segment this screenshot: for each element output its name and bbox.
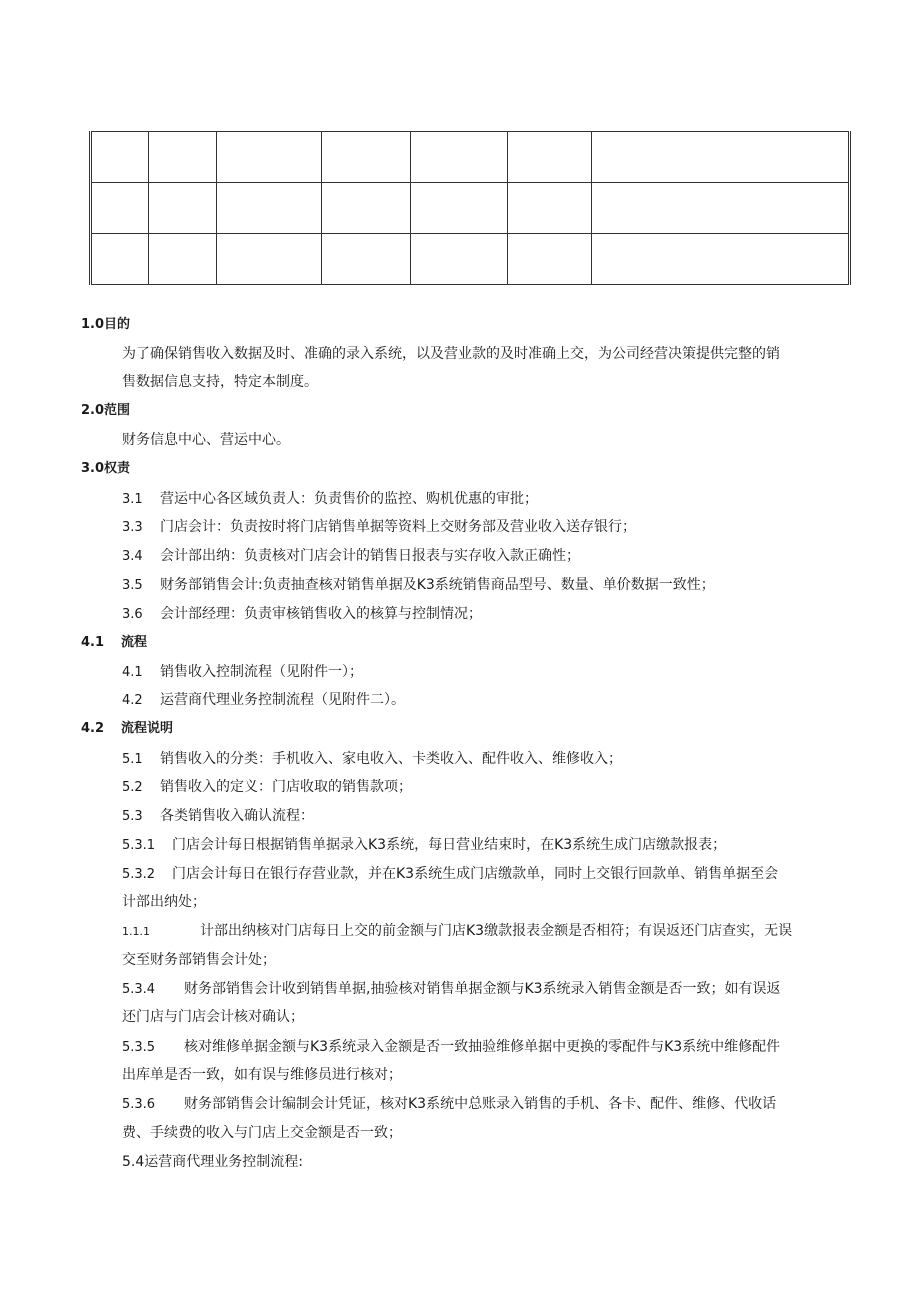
list-item	[122, 806, 314, 827]
paragraph-continuation: 出库单是否一致，如有误与维修员进行核对；	[122, 1067, 402, 1083]
item-number: 5.3	[122, 809, 143, 824]
paragraph-continuation: 交至财务部销售会计处；	[122, 952, 276, 968]
purpose-text-line-2: 售数据信息支持，特定本制度。	[122, 374, 318, 390]
paragraph-text: 计部出纳核对门店每日上交的前金额与门店K3缴款报表金额是否相符；有误返还门店查实，无误	[200, 923, 793, 939]
paragraph-text: 财务部销售会计编制会计凭证，核对K3系统中总账录入销售的手机、各卡、配件、维修、代收话	[184, 1096, 777, 1112]
table-cell	[592, 234, 850, 285]
paragraph-5-4: 5.4运营商代理业务控制流程:	[122, 1154, 303, 1170]
table-cell	[322, 183, 411, 234]
table-cell	[508, 234, 592, 285]
heading-number: 4.2	[81, 721, 105, 736]
heading-number: 4.1	[81, 635, 105, 650]
list-item	[122, 662, 363, 683]
scope-text: 财务信息中心、营运中心。	[122, 432, 290, 448]
paragraph-1-1-1	[122, 921, 792, 942]
item-number: 4.1	[122, 665, 143, 680]
table-cell	[592, 132, 850, 183]
list-item	[122, 777, 412, 798]
heading-text: 流程说明	[121, 721, 174, 736]
item-number: 3.6	[122, 607, 143, 622]
list-item	[122, 489, 538, 510]
item-text: 销售收入的分类：手机收入、家电收入、卡类收入、配件收入、维修收入；	[160, 751, 622, 767]
item-number: 3.4	[122, 549, 143, 564]
list-item	[122, 604, 482, 625]
item-text: 门店会计：负责按时将门店销售单据等资料上交财务部及营业收入送存银行；	[160, 519, 636, 535]
table-cell	[592, 183, 850, 234]
paragraph-number: 5.3.4	[122, 982, 156, 997]
list-item	[122, 749, 622, 770]
purpose-text-line-1: 为了确保销售收入数据及时、准确的录入系统，以及营业款的及时准确上交，为公司经营决策提供完整的销	[122, 346, 780, 362]
paragraph-text: 门店会计每日在银行存营业款，并在K3系统生成门店缴款单，同时上交银行回款单、销售单据至会	[172, 866, 779, 882]
table-cell	[322, 132, 411, 183]
table-cell	[217, 234, 322, 285]
table-cell	[411, 132, 508, 183]
table-cell	[91, 234, 149, 285]
paragraph-number: 1.1.1	[122, 925, 150, 938]
list-item	[122, 575, 715, 596]
item-text: 财务部销售会计:负责抽查核对销售单据及K3系统销售商品型号、数量、单价数据一致性；	[160, 577, 715, 593]
list-item	[122, 690, 405, 711]
item-number: 5.2	[122, 780, 143, 795]
item-text: 各类销售收入确认流程：	[160, 808, 314, 824]
paragraph-continuation: 计部出纳处；	[122, 894, 206, 910]
heading-text: 流程	[121, 635, 148, 650]
section-heading-process	[81, 633, 147, 653]
item-number: 4.2	[122, 693, 143, 708]
paragraph-text: 核对维修单据金额与K3系统录入金额是否一致抽验维修单据中更换的零配件与K3系统中维修配件	[184, 1039, 781, 1055]
paragraph-number: 5.3.2	[122, 867, 156, 882]
table-cell	[508, 132, 592, 183]
item-number: 3.3	[122, 520, 143, 535]
paragraph-5-3-4	[122, 979, 781, 1000]
item-text: 销售收入的定义：门店收取的销售款项；	[160, 779, 412, 795]
list-item	[122, 517, 636, 538]
table-cell	[411, 183, 508, 234]
paragraph-5-3-5	[122, 1037, 780, 1058]
paragraph-5-3-1	[122, 835, 726, 856]
table-cell	[91, 183, 149, 234]
item-text: 会计部经理：负责审核销售收入的核算与控制情况；	[160, 606, 482, 622]
item-text: 营运中心各区域负责人：负责售价的监控、购机优惠的审批；	[160, 491, 538, 507]
table-row	[91, 132, 850, 183]
table-cell	[217, 132, 322, 183]
table-cell	[411, 234, 508, 285]
table-cell	[322, 234, 411, 285]
paragraph-number: 5.3.6	[122, 1097, 156, 1112]
table-cell	[217, 183, 322, 234]
section-heading-process-description	[81, 719, 173, 739]
paragraph-5-3-2	[122, 864, 778, 885]
paragraph-number: 5.3.1	[122, 838, 156, 853]
section-heading-scope: 2.0范围	[81, 403, 131, 418]
table-row	[91, 234, 850, 285]
table-cell	[149, 183, 217, 234]
section-heading-responsibility: 3.0权责	[81, 461, 131, 476]
table-cell	[508, 183, 592, 234]
paragraph-5-3-6	[122, 1094, 776, 1115]
paragraph-continuation: 还门店与门店会计核对确认；	[122, 1009, 304, 1025]
table-row	[91, 183, 850, 234]
table-cell	[91, 132, 149, 183]
table-cell	[149, 234, 217, 285]
section-heading-purpose: 1.0目的	[81, 317, 131, 332]
paragraph-text: 门店会计每日根据销售单据录入K3系统，每日营业结束时，在K3系统生成门店缴款报表；	[172, 837, 727, 853]
paragraph-continuation: 费、手续费的收入与门店上交金额是否一致；	[122, 1125, 402, 1141]
paragraph-text: 财务部销售会计收到销售单据,抽验核对销售单据金额与K3系统录入销售金额是否一致；如有误返	[184, 981, 781, 997]
item-text: 销售收入控制流程（见附件一）；	[160, 664, 363, 680]
header-table	[89, 131, 851, 285]
item-text: 运营商代理业务控制流程（见附件二）。	[160, 692, 405, 708]
item-number: 5.1	[122, 752, 143, 767]
item-number: 3.1	[122, 492, 143, 507]
paragraph-number: 5.3.5	[122, 1040, 156, 1055]
item-number: 3.5	[122, 578, 143, 593]
table-cell	[149, 132, 217, 183]
list-item	[122, 546, 580, 567]
item-text: 会计部出纳：负责核对门店会计的销售日报表与实存收入款正确性；	[160, 548, 580, 564]
